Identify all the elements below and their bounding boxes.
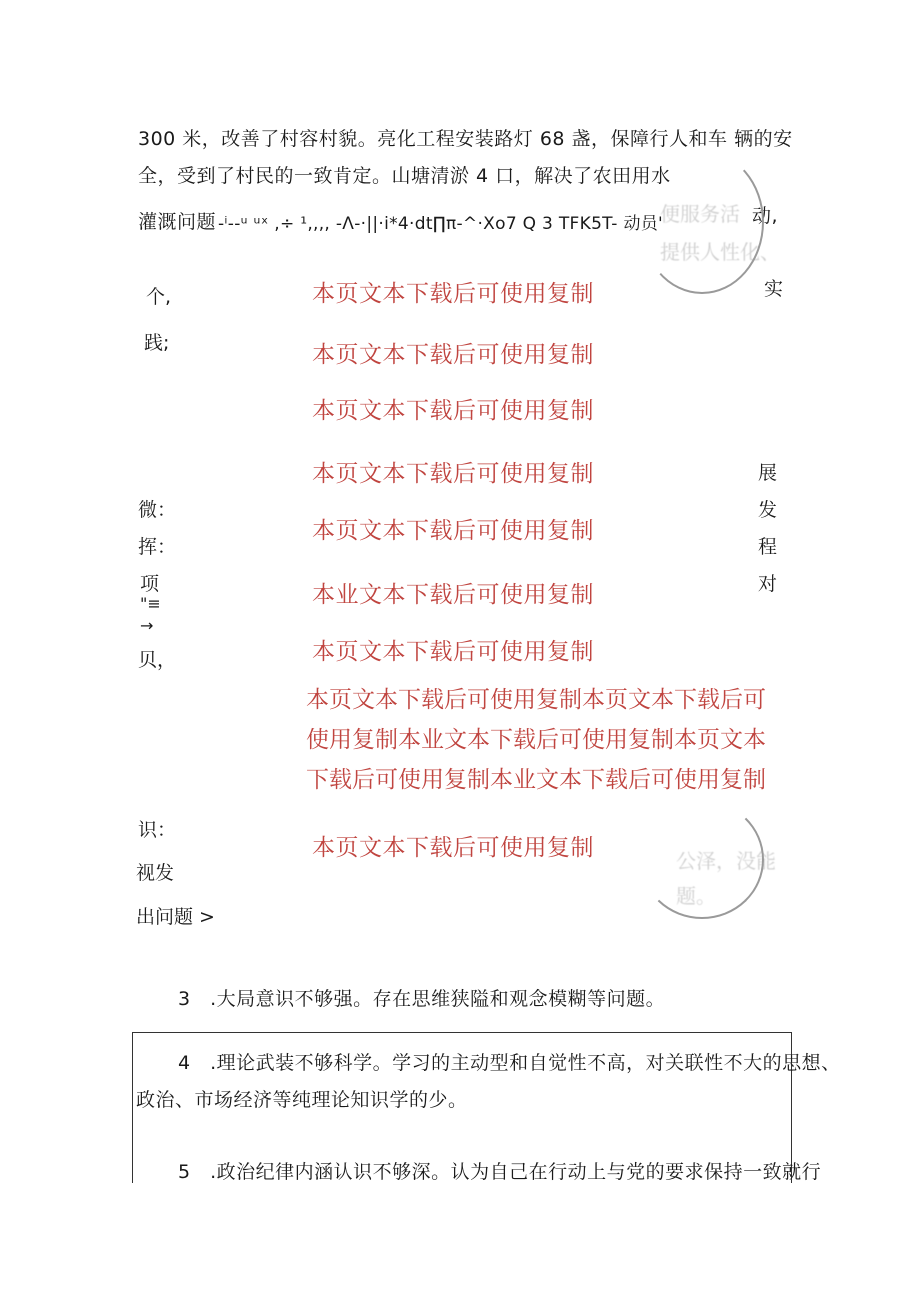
left-fragment-arrow: → <box>140 616 154 635</box>
right-fragment-zhan: 展 <box>758 462 778 484</box>
right-fragment-fa: 发 <box>758 499 778 521</box>
left-fragment-quote: "≡ <box>140 594 161 613</box>
paragraph-line-2: 全，受到了村民的一致肯定。山塘清淤 4 口，解决了农田用水 <box>138 165 671 187</box>
left-fragment-shi: 识： <box>138 819 177 841</box>
item-3: 3 .大局意识不够强。存在思维狭隘和观念模糊等问题。 <box>178 988 666 1010</box>
right-fragment-dui: 对 <box>758 573 778 595</box>
left-fragment-chu: 出问题 > <box>136 906 215 928</box>
watermark-line: 本页文本下载后可使用复制 <box>312 639 594 665</box>
watermark-line: 本页文本下载后可使用复制 <box>312 518 594 544</box>
left-fragment-xiang: 项 <box>140 573 160 595</box>
paragraph-line-3-end: 动, <box>752 205 779 227</box>
faded-text-bottom-1: 公泽，没能 <box>676 849 776 873</box>
watermark-line: 本页文本下载后可使用复制 <box>312 398 594 424</box>
stamp-arc-bottom <box>640 800 764 919</box>
garbled-ocr-text: -ⁱ--ᵘ ᵘˣ ,÷ ¹,,,, -Λ-·||·i*4·dt∏π-^·Xo7 Q 3 TFK5T- 动员' <box>218 214 664 234</box>
left-fragment-jian: 践; <box>144 332 170 354</box>
watermark-line: 本业文本下载后可使用复制 <box>312 582 594 608</box>
item-4-line-2: 政治、市场经济等纯理论知识学的少。 <box>136 1089 468 1111</box>
boxed-section <box>132 1032 841 1183</box>
left-fragment-bei: 贝， <box>138 649 177 671</box>
faded-text-top-2: 提供人性化、 <box>660 240 780 264</box>
left-fragment-hui: 挥： <box>138 536 177 558</box>
right-fragment-shi: 实 <box>764 278 784 300</box>
faded-text-bottom-2: 题。 <box>676 884 716 908</box>
paragraph-line-1: 300 米，改善了村容村貌。亮化工程安装路灯 68 盏，保障行人和车 辆的安 <box>138 128 793 150</box>
watermark-line: 本页文本下载后可使用复制 <box>312 342 594 368</box>
left-fragment-ge: 个, <box>146 286 172 308</box>
faded-text-top-1: 便服务活 <box>660 202 740 226</box>
watermark-line: 本页文本下载后可使用复制 <box>312 281 594 307</box>
watermark-line: 本页文本下载后可使用复制 <box>312 835 594 861</box>
item-4-line-1: 4 .理论武装不够科学。学习的主动型和自觉性不高，对关联性不大的思想、 <box>178 1052 841 1074</box>
right-fragment-cheng: 程 <box>758 536 778 558</box>
watermark-line: 本页文本下载后可使用复制 <box>312 461 594 487</box>
stamp-arc-top <box>640 150 764 294</box>
paragraph-line-3-start: 灌溉问题 <box>138 211 217 233</box>
watermark-block: 本页文本下载后可使用复制本页文本下载后可使用复制本业文本下载后可使用复制本页文本下载后可使用复制本业文本下载后可使用复制 <box>306 687 766 793</box>
left-fragment-wei: 微： <box>138 499 177 521</box>
item-5: 5 .政治纪律内涵认识不够深。认为自己在行动上与党的要求保持一致就行 <box>178 1161 822 1183</box>
left-fragment-shifa: 视发 <box>136 862 175 884</box>
